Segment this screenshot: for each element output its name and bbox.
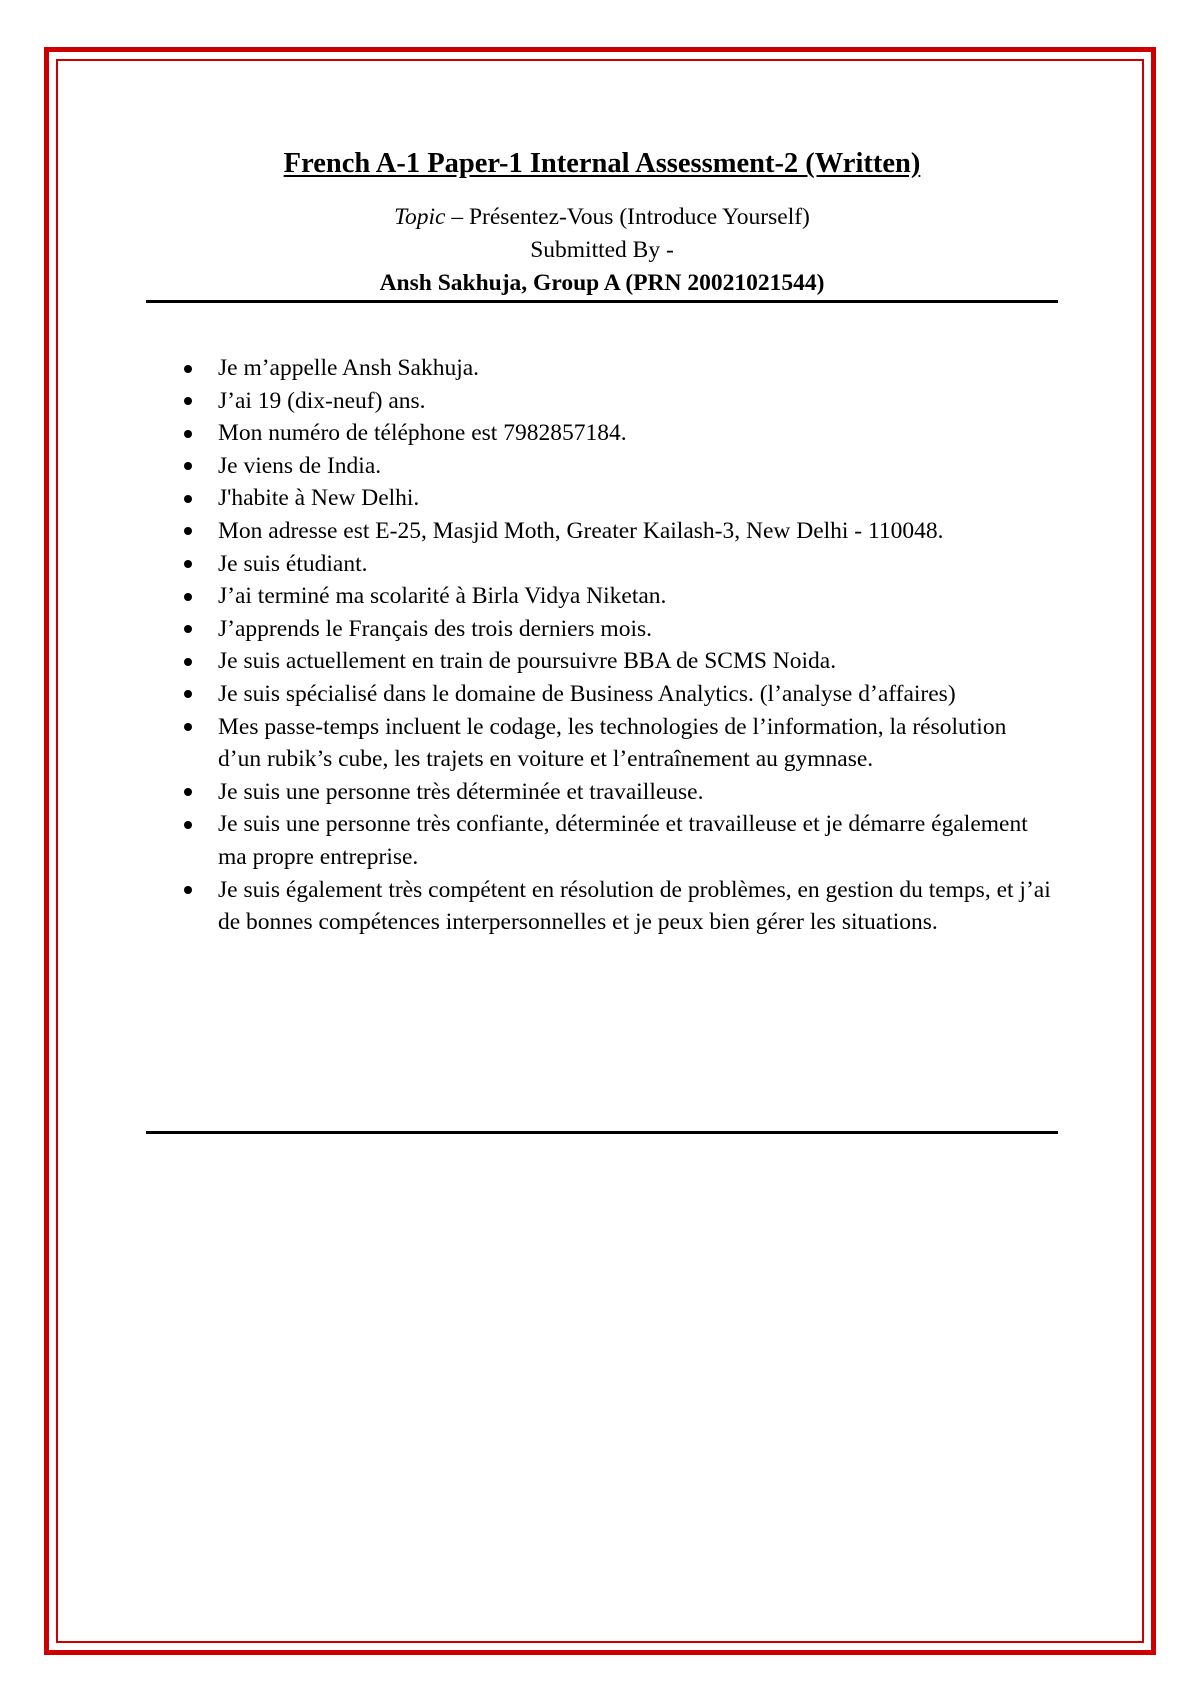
bullet-icon [184, 527, 192, 535]
list-item-text: Je suis spécialisé dans le domaine de Business Analytics. (l’analyse d’affaires) [218, 680, 956, 707]
bullet-icon [184, 365, 192, 373]
list-item-text: Je suis une personne très déterminée et travailleuse. [218, 778, 704, 805]
list-item [146, 645, 1058, 678]
bullet-icon [184, 788, 192, 796]
topic-text: – Présentez-Vous (Introduce Yourself) [445, 204, 810, 230]
bullet-icon [184, 593, 192, 601]
list-item [146, 711, 1058, 776]
list-item [146, 450, 1058, 483]
list-item [146, 874, 1058, 939]
list-item [146, 515, 1058, 548]
list-item-text: Je suis également très compétent en résolution de problèmes, en gestion du temps, et j’ai de bonnes compétences interpersonnelles et je peux bien gérer les situations. [218, 876, 1051, 936]
list-item [146, 776, 1058, 809]
bullet-icon [184, 625, 192, 633]
list-item-text: Mon numéro de téléphone est 7982857184. [218, 420, 627, 447]
bullet-icon [184, 397, 192, 405]
list-item [146, 580, 1058, 613]
list-item-text: Je viens de India. [218, 452, 382, 479]
list-item-text: J’ai terminé ma scolarité à Birla Vidya Niketan. [218, 583, 667, 610]
list-item-text: J'habite à New Delhi. [218, 485, 420, 512]
list-item-text: Je suis une personne très confiante, déterminée et travailleuse et je démarre également ma propre entreprise. [218, 811, 1028, 870]
bullet-icon [184, 690, 192, 698]
document-title: French A-1 Paper-1 Internal Assessment-2 (Written) [283, 148, 921, 179]
author-line: Ansh Sakhuja, Group A (PRN 20021021544) [379, 270, 825, 296]
bullet-icon [184, 462, 192, 470]
bullet-icon [184, 723, 192, 731]
list-item [146, 352, 1058, 385]
bullet-icon [184, 821, 192, 829]
list-item-text: Je suis étudiant. [218, 550, 368, 577]
list-item [146, 613, 1058, 646]
list-item [146, 678, 1058, 711]
list-item-text: Mes passe-temps incluent le codage, les technologies de l’information, la résolution d’un rubik’s cube, les trajets en voiture et l’entraînement au gymnase. [218, 713, 1007, 773]
list-item-text: Mon adresse est E-25, Masjid Moth, Greater Kailash-3, New Delhi - 110048. [218, 517, 944, 544]
bullet-icon [184, 658, 192, 666]
submitted-by: Submitted By - [530, 237, 674, 263]
topic-line [146, 204, 1058, 231]
topic-label: Topic [394, 204, 446, 230]
list-item [146, 417, 1058, 450]
list-item [146, 808, 1058, 873]
header-divider [146, 300, 1058, 303]
list-item-text: J’apprends le Français des trois derniers mois. [218, 615, 652, 642]
list-item-text: Je m’appelle Ansh Sakhuja. [218, 355, 480, 381]
list-item-text: Je suis actuellement en train de poursuivre BBA de SCMS Noida. [218, 648, 837, 675]
footer-divider [146, 1131, 1058, 1134]
bullet-icon [184, 430, 192, 438]
bullet-list [146, 352, 1058, 939]
bullet-icon [184, 560, 192, 568]
list-item [146, 482, 1058, 515]
bullet-icon [184, 495, 192, 503]
list-item [146, 385, 1058, 418]
list-item [146, 548, 1058, 581]
bullet-icon [184, 886, 192, 894]
list-item-text: J’ai 19 (dix-neuf) ans. [218, 387, 426, 414]
